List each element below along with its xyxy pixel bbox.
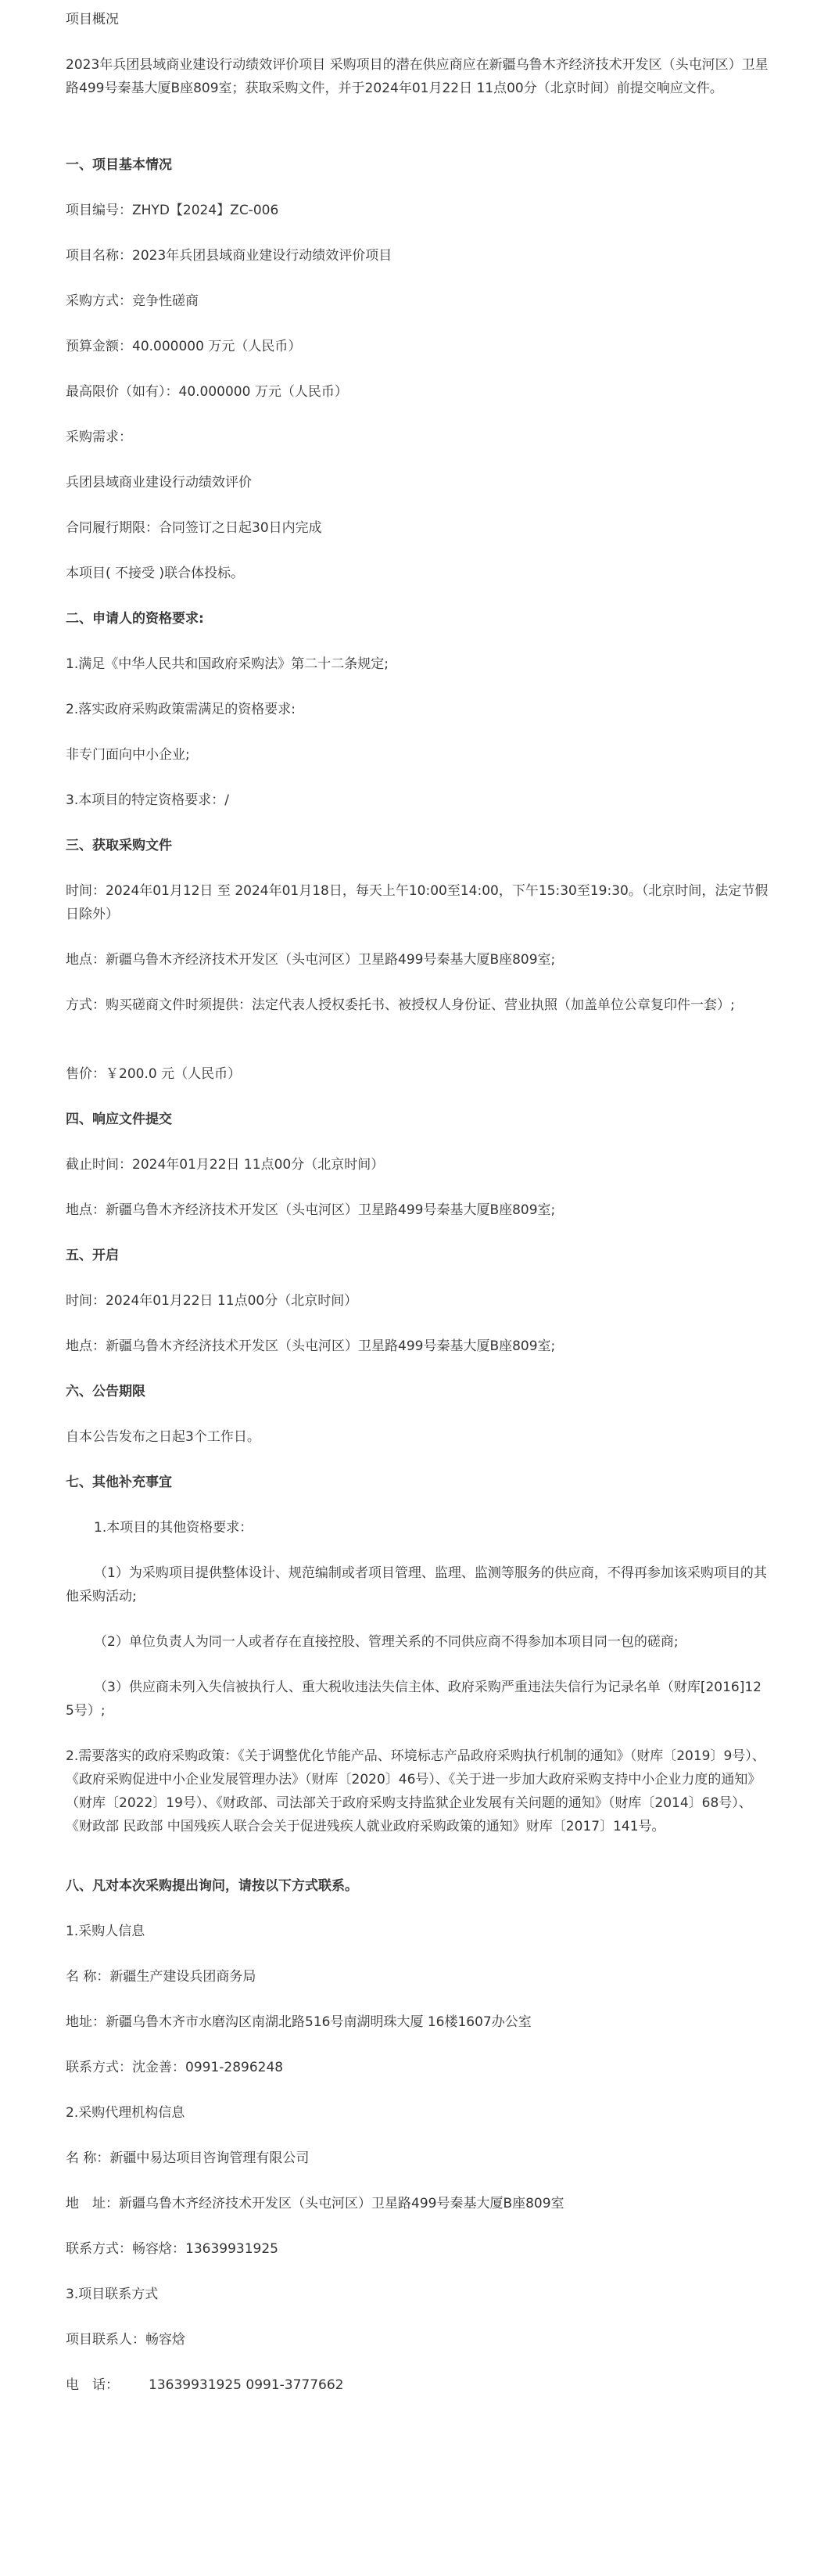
agency-contact: 联系方式：畅容焓：13639931925 bbox=[66, 2241, 278, 2257]
opening-time: 时间：2024年01月22日 11点00分（北京时间） bbox=[66, 1293, 358, 1309]
purchaser-contact: 联系方式：沈金善：0991-2896248 bbox=[66, 2060, 284, 2075]
other-requirement-title: 1.本项目的其他资格要求： bbox=[94, 1520, 253, 1536]
section4-heading: 四、响应文件提交 bbox=[66, 1112, 172, 1127]
qualification-item-2-detail: 非专门面向中小企业; bbox=[66, 747, 190, 763]
other-requirement-3: （3）供应商未列入失信被执行人、重大税收违法失信主体、政府采购严重违法失信行为记录名单（财库[2016]125号）; bbox=[66, 1680, 762, 1719]
opening-place: 地点：新疆乌鲁木齐经济技术开发区（头屯河区）卫星路499号秦基大厦B座809室; bbox=[66, 1338, 556, 1354]
requirement-label: 采购需求： bbox=[66, 429, 132, 445]
project-contact-person: 项目联系人：畅容焓 bbox=[66, 2332, 185, 2348]
section2-heading: 二、申请人的资格要求: bbox=[66, 611, 204, 627]
doc-obtain-time: 时间：2024年01月12日 至 2024年01月18日，每天上午10:00至14:00，下午15:30至19:30。（北京时间，法定节假日除外） bbox=[66, 883, 769, 922]
project-phone-value: 13639931925 0991-3777662 bbox=[149, 2377, 344, 2393]
requirement-text: 兵团县域商业建设行动绩效评价 bbox=[66, 475, 252, 490]
overview-intro: 2023年兵团县域商业建设行动绩效评价项目 采购项目的潜在供应商应在新疆乌鲁木齐经济技术开发区（头屯河区）卫星路499号秦基大厦B座809室；获取采购文件，并于2024年01月22日 11点00分（北京时间）前提交响应文件。 bbox=[66, 57, 769, 96]
project-phone bbox=[66, 2373, 769, 2397]
notice-period: 自本公告发布之日起3个工作日。 bbox=[66, 1429, 260, 1445]
qualification-item-3: 3.本项目的特定资格要求：/ bbox=[66, 792, 229, 808]
purchaser-name: 名 称：新疆生产建设兵团商务局 bbox=[66, 1969, 256, 1985]
section8-heading: 八、凡对本次采购提出询问，请按以下方式联系。 bbox=[66, 1878, 358, 1894]
project-phone-label: 电 话： bbox=[66, 2377, 119, 2393]
agency-address: 地 址：新疆乌鲁木齐经济技术开发区（头屯河区）卫星路499号秦基大厦B座809室 bbox=[66, 2196, 564, 2211]
other-requirement-1: （1）为采购项目提供整体设计、规范编制或者项目管理、监理、监测等服务的供应商，不得再参加该采购项目的其他采购活动; bbox=[66, 1565, 767, 1604]
section5-heading: 五、开启 bbox=[66, 1248, 119, 1263]
section3-heading: 三、获取采购文件 bbox=[66, 838, 172, 853]
submission-place: 地点：新疆乌鲁木齐经济技术开发区（头屯河区）卫星路499号秦基大厦B座809室; bbox=[66, 1202, 556, 1218]
doc-obtain-method: 方式：购买磋商文件时须提供：法定代表人授权委托书、被授权人身份证、营业执照（加盖单位公章复印件一套）; bbox=[66, 997, 735, 1013]
section1-heading: 一、项目基本情况 bbox=[66, 157, 172, 173]
other-requirement-2: （2）单位负责人为同一人或者存在直接控股、管理关系的不同供应商不得参加本项目同一包的磋商; bbox=[94, 1634, 679, 1650]
qualification-item-2: 2.落实政府采购政策需满足的资格要求: bbox=[66, 702, 296, 717]
procurement-method: 采购方式：竞争性磋商 bbox=[66, 293, 199, 309]
doc-obtain-place: 地点：新疆乌鲁木齐经济技术开发区（头屯河区）卫星路499号秦基大厦B座809室; bbox=[66, 952, 556, 968]
budget-amount: 预算金额：40.000000 万元（人民币） bbox=[66, 339, 302, 354]
overview-title: 项目概况 bbox=[66, 12, 119, 27]
consortium-note: 本项目( 不接受 )联合体投标。 bbox=[66, 566, 245, 581]
purchaser-title: 1.采购人信息 bbox=[66, 1924, 145, 1939]
agency-title: 2.采购代理机构信息 bbox=[66, 2105, 185, 2121]
policy-requirement: 2.需要落实的政府采购政策：《关于调整优化节能产品、环境标志产品政府采购执行机制的通知》（财库〔2019〕9号）、《政府采购促进中小企业发展管理办法》（财库〔2020〕46号）、《关于进一步加大政府采购支持中小企业力度的通知》（财库〔2022〕19号）、《财政部、司法部关于政府采购支持监狱企业发展有关问题的通知》（财库〔2014〕68号）、《财政部 民政部 中国残疾人联合会关于促进残疾人就业政府采购政策的通知》财库〔2017〕141号。 bbox=[66, 1748, 765, 1834]
doc-price: 售价：￥200.0 元（人民币） bbox=[66, 1066, 242, 1082]
submission-deadline: 截止时间：2024年01月22日 11点00分（北京时间） bbox=[66, 1157, 385, 1173]
project-name: 项目名称：2023年兵团县域商业建设行动绩效评价项目 bbox=[66, 248, 392, 264]
project-contact-title: 3.项目联系方式 bbox=[66, 2287, 159, 2302]
agency-name: 名 称：新疆中易达项目咨询管理有限公司 bbox=[66, 2150, 310, 2166]
max-price: 最高限价（如有）：40.000000 万元（人民币） bbox=[66, 384, 348, 400]
section7-heading: 七、其他补充事宜 bbox=[66, 1475, 172, 1490]
project-number: 项目编号：ZHYD【2024】ZC-006 bbox=[66, 203, 279, 218]
purchaser-address: 地址：新疆乌鲁木齐市水磨沟区南湖北路516号南湖明珠大厦 16楼1607办公室 bbox=[66, 2014, 532, 2030]
section6-heading: 六、公告期限 bbox=[66, 1384, 145, 1399]
qualification-item-1: 1.满足《中华人民共和国政府采购法》第二十二条规定; bbox=[66, 656, 389, 672]
contract-term: 合同履行期限：合同签订之日起30日内完成 bbox=[66, 520, 322, 536]
